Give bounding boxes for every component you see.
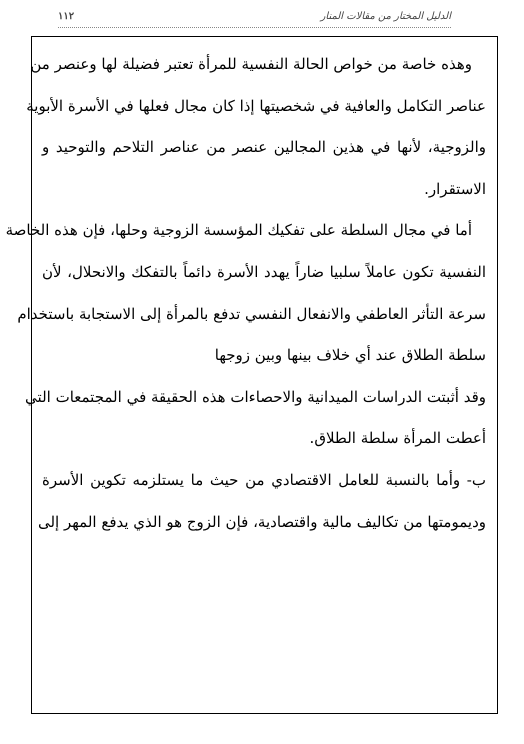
running-header — [58, 11, 451, 27]
text-line: وديمومتها من تكاليف مالية واقتصادية، فإن الزوج هو الذي يدفع المهر إلى — [37, 512, 486, 531]
text-line: أما في مجال السلطة على تفكيك المؤسسة الزوجية وحلها، فإن هذه الخاصة — [5, 221, 472, 240]
text-line: عناصر التكامل والعافية في شخصيتها إذا كان مجال فعلها في الأسرة الأبوية — [26, 96, 486, 115]
page-body — [5, 44, 486, 543]
text-line: ب- وأما بالنسبة للعامل الاقتصادي من حيث ما يستلزمه تكوين الأسرة — [42, 470, 486, 489]
text-line: النفسية تكون عاملاً سلبيا ضاراً يهدد الأسرة دائماً بالتفكك والانحلال، لأن — [42, 262, 486, 281]
text-line: وقد أثبتت الدراسات الميدانية والاحصاءات هذه الحقيقة في المجتمعات التي — [25, 387, 486, 406]
text-line: سلطة الطلاق عند أي خلاف بينها وبين زوجها — [214, 346, 486, 365]
header-rule — [58, 27, 451, 28]
text-line: سرعة التأثر العاطفي والانفعال النفسي تدفع بالمرأة إلى الاستجابة باستخدام — [17, 304, 486, 323]
page-number: ١١٢ — [58, 11, 75, 22]
text-line: وهذه خاصة من خواص الحالة النفسية للمرأة تعتبر فضيلة لها وعنصر من — [30, 55, 472, 73]
text-line: الاستقرار. — [424, 179, 486, 198]
book-title: الدليل المختار من مقالات المنار — [320, 11, 451, 22]
text-line: والزوجية، لأنها في هذين المجالين عنصر من عناصر التلاحم والتوحيد و — [42, 138, 486, 157]
text-line: أعطت المرأة سلطة الطلاق. — [309, 429, 486, 448]
